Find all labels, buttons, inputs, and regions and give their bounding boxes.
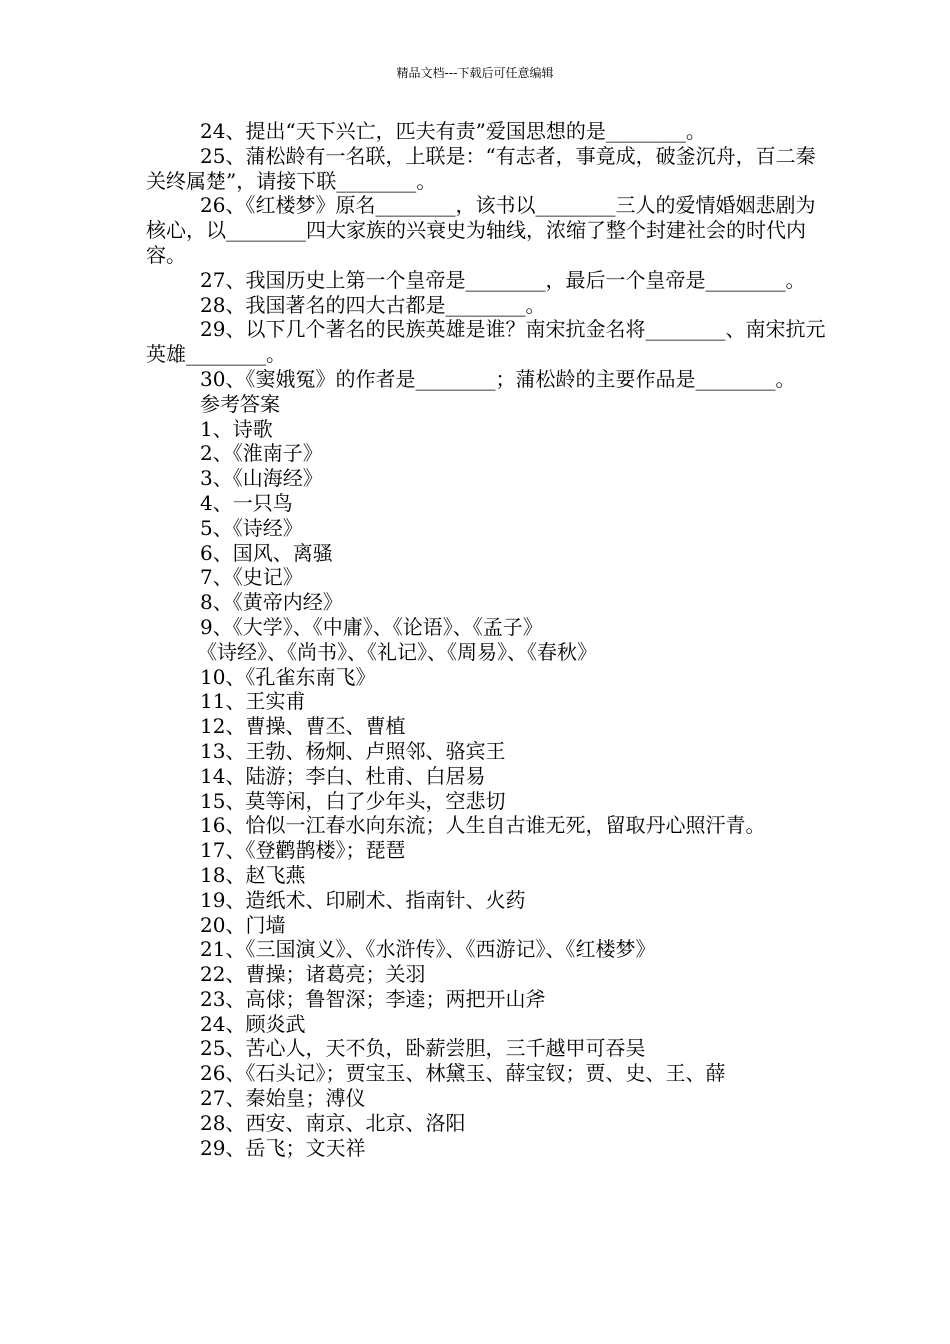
answer-17: 17、《登鹳鹊楼》；琵琶 [200,838,406,863]
answer-10: 10、《孔雀东南飞》 [200,664,376,689]
page-header: 精品文档---下载后可任意编辑 [396,66,554,80]
answer-24: 24、顾炎武 [200,1011,306,1036]
answer-25: 25、苦心人，天不负，卧薪尝胆，三千越甲可吞吴 [200,1036,646,1061]
answer-7: 7、《史记》 [200,565,303,590]
answer-3: 3、《山海经》 [200,466,323,491]
answer-19: 19、造纸术、印刷术、指南针、火药 [200,887,526,912]
question-28: 28、我国著名的四大古都是________。 [200,292,546,317]
answer-29: 29、岳飞；文天祥 [200,1135,366,1160]
answer-2: 2、《淮南子》 [200,441,323,466]
question-27: 27、我国历史上第一个皇帝是________，最后一个皇帝是________。 [200,267,806,292]
question-26: 26、《红楼梦》原名________，该书以________三人的爱情婚姻悲剧为核心，以________四大家族的兴衰史为轴线，浓缩了整个封建社会的时代内容。 [146,193,816,267]
question-30: 30、《窦娥冤》的作者是________；蒲松龄的主要作品是________。 [200,366,796,391]
answer-21: 21、《三国演义》、《水浒传》、《西游记》、《红楼梦》 [200,937,656,962]
answer-22: 22、曹操；诸葛亮；关羽 [200,962,426,987]
answer-13: 13、王勃、杨炯、卢照邻、骆宾王 [200,738,506,763]
answer-18: 18、赵飞燕 [200,862,306,887]
answer-9: 9、《大学》、《中庸》、《论语》、《孟子》 [200,614,543,639]
question-25: 25、蒲松龄有一名联，上联是：“有志者，事竟成，破釜沉舟，百二秦关终属楚”，请接下联________。 [146,143,816,193]
answer-20: 20、门墙 [200,912,286,937]
answer-9-continued: 《诗经》、《尚书》、《礼记》、《周易》、《春秋》 [197,639,597,664]
answer-6: 6、国风、离骚 [200,540,333,565]
question-24: 24、提出“天下兴亡，匹夫有责”爱国思想的是________。 [200,119,706,143]
document-body [146,119,826,1160]
answers-title: 参考答案 [200,391,280,416]
answer-11: 11、王实甫 [200,689,306,714]
answer-28: 28、西安、南京、北京、洛阳 [200,1110,466,1135]
answer-15: 15、莫等闲，白了少年头，空悲切 [200,788,506,813]
answer-4: 4、一只鸟 [200,490,293,515]
answer-14: 14、陆游；李白、杜甫、白居易 [200,763,486,788]
question-29: 29、以下几个著名的民族英雄是谁？南宋抗金名将________、南宋抗元英雄________。 [146,317,826,367]
answer-5: 5、《诗经》 [200,515,303,540]
answer-27: 27、秦始皇；溥仪 [200,1086,366,1111]
answer-26: 26、《石头记》；贾宝玉、林黛玉、薛宝钗；贾、史、王、薛 [200,1061,726,1086]
answer-8: 8、《黄帝内经》 [200,590,343,615]
answer-1: 1、诗歌 [200,416,273,441]
answer-16: 16、恰似一江春水向东流；人生自古谁无死，留取丹心照汗青。 [200,813,766,838]
answer-23: 23、高俅；鲁智深；李逵；两把开山斧 [200,986,546,1011]
answer-12: 12、曹操、曹丕、曹植 [200,714,406,739]
